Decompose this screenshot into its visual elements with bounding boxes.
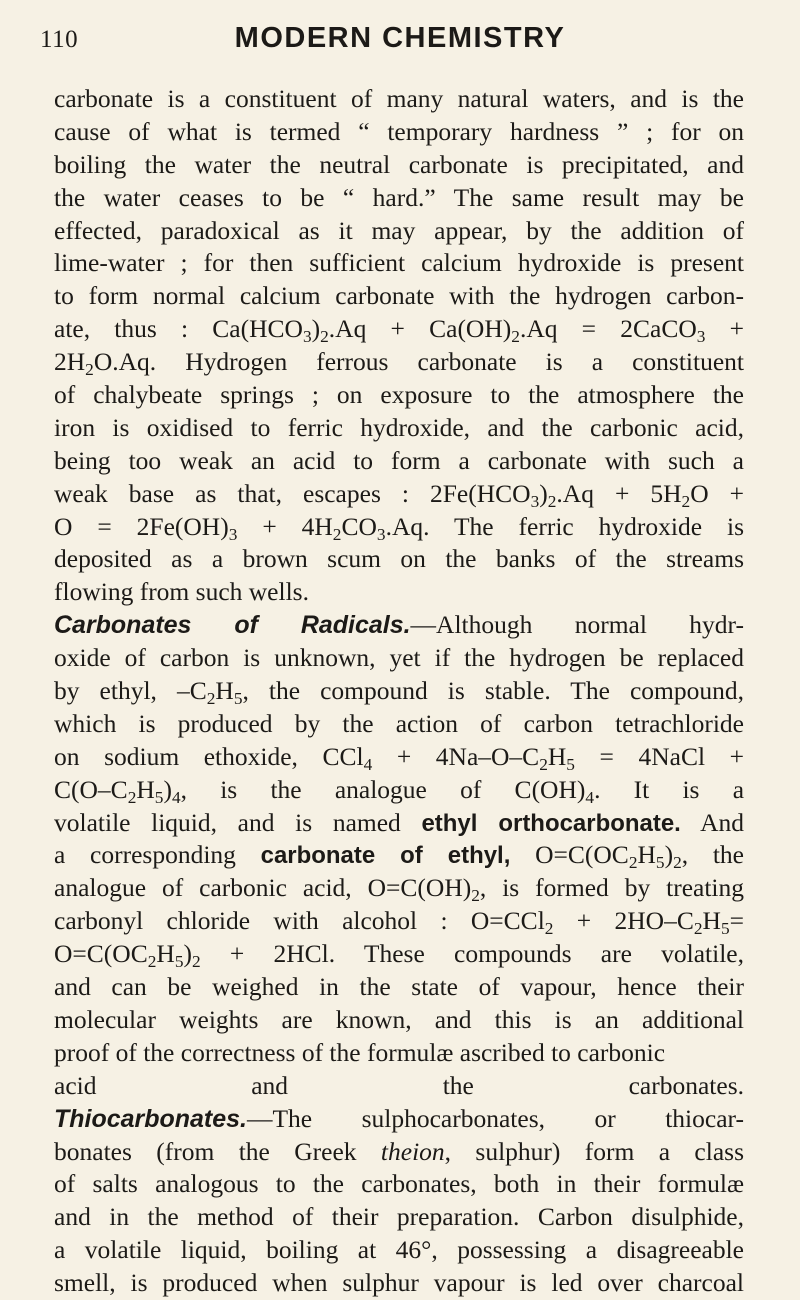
text-run: C(O–C [54,774,128,804]
text-run: H [702,906,721,936]
text-line [54,116,744,149]
text-run: acid and the carbonates. [54,1070,744,1100]
bold-term: ethyl orthocarbonate. [421,809,681,837]
text-line [54,1168,744,1201]
text-run: + [705,314,745,344]
text-run: molecular weights are known, and this is an additional [54,1004,744,1034]
text-run: on sodium ethoxide, CCl [54,741,364,771]
text-line [54,478,744,511]
text-run: bonates (from the Greek [54,1136,381,1166]
text-line [54,708,744,741]
text-run: + 2HCl. These compounds are volatile, [200,939,744,969]
text-run: iron is oxidised to ferric hydroxide, and the carbonic acid, [54,412,744,442]
text-line [54,543,744,576]
text-run: CO [341,511,377,541]
text-run: —Although normal hydr- [410,610,744,640]
text-run: —The sulphocarbonates, or thiocar- [246,1103,744,1133]
text-run: analogue of carbonic acid, O=C(OH) [54,873,472,903]
subscript: 3 [302,327,312,347]
text-line [54,280,744,313]
text-run: .Aq. The ferric hydroxide is [385,511,744,541]
text-line [54,1136,744,1169]
text-run: ) [163,774,172,804]
italic-term: theion [380,1136,445,1166]
running-title: MODERN CHEMISTRY [234,22,566,54]
text-run: H [136,774,155,804]
text-line [54,938,744,971]
text-line [54,905,744,938]
subscript: 4 [171,787,181,807]
text-line [54,675,744,708]
subscript: 2 [628,853,638,873]
subscript: 5 [655,853,665,873]
text-run: a volatile liquid, boiling at 46°, possessing a disagreeable [54,1235,744,1265]
subscript: 2 [147,952,157,971]
text-run: O=C(OC [510,840,629,870]
text-line [54,1234,744,1267]
text-run: And [680,807,744,837]
subscript: 5 [720,919,730,939]
text-line [54,872,744,905]
text-line [54,379,744,412]
text-line [54,412,744,445]
text-run: being too weak an acid to form a carbonate with such a [54,445,744,475]
text-line [54,215,744,248]
text-run: O.Aq. Hydrogen ferrous carbonate is a constituent [93,347,744,377]
text-run: lime-water ; for then sufficient calcium hydroxide is present [54,248,744,278]
text-run: ) [539,478,548,508]
body-text [54,83,744,1300]
text-run: + 2HO–C [553,906,694,936]
text-run: oxide of carbon is unknown, yet if the hydrogen be replaced [54,643,744,673]
subscript: 2 [544,919,554,939]
subscript: 3 [376,524,386,544]
text-run: . It is a [594,774,745,804]
subscript: 3 [696,327,706,347]
text-run: smell, is produced when sulphur vapour is led over charcoal [54,1268,744,1298]
text-line [54,182,744,215]
subscript: 5 [154,787,164,807]
text-line [54,609,744,642]
text-run: volatile liquid, and is named [54,807,422,837]
subscript: 5 [566,754,575,774]
text-run: H [637,840,656,870]
text-run: the water ceases to be “ hard.” The same result may be [54,182,744,212]
text-run: boiling the water the neutral carbonate is precipitated, and [54,149,744,179]
subscript: 2 [471,886,480,906]
text-run: flowing from such wells. [54,577,309,607]
text-run: H [215,676,234,706]
text-run: H [156,939,175,969]
text-run: by ethyl, –C [54,676,207,706]
text-line [54,1103,744,1136]
text-run: = [729,906,744,936]
text-line [54,576,744,609]
text-run: deposited as a brown scum on the banks of the streams [54,544,744,574]
text-run: a corresponding [54,840,261,870]
subscript: 4 [585,787,595,807]
subscript: 2 [673,853,682,873]
subscript: 2 [539,754,548,774]
subscript: 2 [85,359,94,379]
text-run: cause of what is termed “ temporary hardness ” ; for on [54,116,744,146]
text-run: + 4Na–O–C [372,741,540,771]
subscript: 2 [693,919,703,939]
text-line [54,346,744,379]
text-run: , the compound is stable. The compound, [242,676,744,706]
text-run: O + [690,478,744,508]
text-line [54,445,744,478]
subscript: 2 [206,688,216,708]
text-run: = 4NaCl + [574,741,745,771]
section-heading: Thiocarbonates. [54,1104,247,1133]
text-run: ) [311,314,321,344]
text-line [54,1267,744,1300]
text-run: , the [681,840,744,870]
text-run: 2H [54,347,86,377]
text-line [54,1004,744,1037]
subscript: 4 [363,754,373,774]
subscript: 2 [320,327,329,347]
subscript: 2 [332,524,342,544]
text-line [54,1201,744,1234]
text-line [54,149,744,182]
text-run: ) [183,939,192,969]
subscript: 3 [228,524,238,544]
text-run: effected, paradoxical as it may appear, by the addition of [54,215,744,245]
subscript: 2 [192,952,201,971]
subscript: 5 [174,952,184,971]
text-line [54,1070,744,1103]
text-line [54,774,744,807]
text-run: , sulphur) form a class [444,1136,745,1166]
text-run: and can be weighed in the state of vapour, hence their [54,972,744,1002]
text-line [54,971,744,1004]
subscript: 3 [530,491,540,511]
text-run: .Aq = 2CaCO [519,314,697,344]
text-run: , is formed by treating [479,873,745,903]
section-heading: Carbonates of Radicals. [54,611,411,640]
text-line [54,83,744,116]
text-run: carbonate is a constituent of many natural waters, and is the [54,84,744,113]
page-number: 110 [40,26,79,53]
text-line [54,642,744,675]
subscript: 2 [547,491,557,511]
page-header [40,22,760,62]
text-run: of salts analogous to the carbonates, both in their formulæ [54,1169,744,1199]
text-run: carbonyl chloride with alcohol : O=CCl [54,906,545,936]
text-line [54,741,744,774]
text-run: O=C(OC [54,939,148,969]
text-line [54,247,744,280]
subscript: 5 [233,688,243,708]
subscript: 2 [511,327,520,347]
text-line [54,511,744,544]
text-run: proof of the correctness of the formulæ ascribed to carbonic [54,1037,666,1067]
text-run: which is produced by the action of carbon tetrachloride [54,708,744,738]
subscript: 2 [127,787,137,807]
text-run: .Aq + Ca(OH) [328,314,512,344]
text-run: , is the analogue of C(OH) [180,774,586,804]
text-line [54,807,744,840]
text-run: O = 2Fe(OH) [54,511,229,541]
text-run: weak base as that, escapes : 2Fe(HCO [54,478,531,508]
text-run: ) [664,840,674,870]
subscript: 2 [681,491,691,511]
text-run: ate, thus : Ca(HCO [54,314,303,344]
text-run: .Aq + 5H [556,478,682,508]
bold-term: carbonate of ethyl, [260,842,511,870]
text-line [54,313,744,346]
text-run: + 4H [237,511,333,541]
text-run: H [547,741,567,771]
text-line [54,839,744,872]
text-run: of chalybeate springs ; on exposure to the atmosphere the [54,380,744,410]
text-line [54,1037,744,1070]
text-run: and in the method of their preparation. Carbon disulphide, [54,1202,744,1232]
text-run: to form normal calcium carbonate with the hydrogen carbon- [54,281,744,311]
